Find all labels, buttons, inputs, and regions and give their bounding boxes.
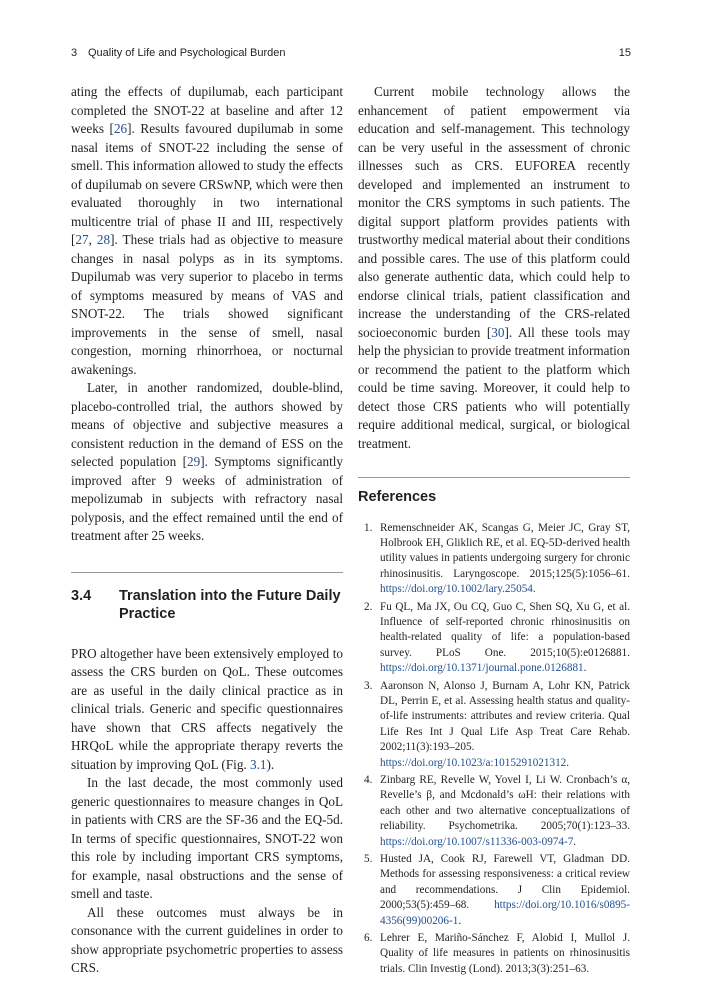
doi-link[interactable]: https://doi.org/10.1016/s0895-4356(99)00206-1	[380, 899, 630, 927]
right-column	[358, 83, 630, 979]
chapter-number: 3	[71, 47, 78, 59]
reference-item: 3. Aaronson N, Alonso J, Burnam A, Lohr KN, Patrick DL, Perrin E, et al. Assessing health status and quality-of-life instruments: attributes and review criteria. Qual Life Res Int J Qual Life Asp Treat Care Rehab. 2002;11(3):193–205. https://doi.org/10.1023/a:1015291021312.	[364, 679, 630, 769]
citation-link[interactable]: 26	[113, 121, 128, 136]
references-heading: References	[358, 477, 630, 507]
body-paragraph: Later, in another randomized, double-blind, placebo-controlled trial, the authors showed by means of objective and subjective measures a consistent reduction in the demand of ESS on the selected population [29]. Symptoms significantly improved after 9 weeks of administration of mepolizumab in subjects with refractory nasal polyposis, and the effect remained until the end of treatment after 25 weeks.	[71, 380, 343, 543]
section-number: 3.4	[71, 587, 92, 604]
reference-item: 6. Lehrer E, Mariño-Sánchez F, Alobid I, Mullol J. Quality of life measures in patients on rhinosinusitis trials. Clin Investig (Lond). 2013;3(3):251–63.	[364, 932, 630, 975]
body-paragraph: All these outcomes must always be in consonance with the current guidelines in order to show appropriate psychometric properties to assess CRS.	[71, 904, 343, 975]
reference-item: 2. Fu QL, Ma JX, Ou CQ, Guo C, Shen SQ, Xu G, et al. Influence of self-reported chronic rhinosinusitis on health-related quality of life: a population-based survey. PLoS One. 2015;10(5):e0126881. https://doi.org/10.1371/journal.pone.0126881.	[364, 600, 630, 675]
page-number: 15	[618, 47, 631, 59]
doi-link[interactable]: https://doi.org/10.1002/lary.25054	[380, 583, 533, 596]
figure-link[interactable]: 3.1	[250, 756, 267, 772]
section-heading	[71, 572, 343, 623]
running-header	[71, 47, 631, 65]
body-paragraph: In the last decade, the most commonly used generic questionnaires to measure changes in QoL in patients with CRS are the SF-36 and the EQ-5d. In terms of specific questionnaires, SNOT-22 won this role by including important CRS symptoms, for example, nasal obstructions and the sense of smell and taste.	[71, 775, 343, 901]
body-paragraph: ating the effects of dupilumab, each participant completed the SNOT-22 at baseline and after 12 weeks [26]. Results favoured dupilumab in some nasal items of SNOT-22 including the sense of smell. This information allowed to study the effects of dupilumab on severe CRSwNP, which were then evaluated thoroughly in two international multicentre trial of phase II and III, respectively [27, 28]. These trials had as objective to measure changes in nasal polyps as in its symptoms. Dupilumab was very superior to placebo in terms of symptoms measured by means of VAS and SNOT-22. The trials showed significant improvements in the sense of smell, nasal congestion, morning rhinorrhoea, or nocturnal awakenings.	[71, 84, 344, 377]
body-paragraph: PRO altogether have been extensively employed to assess the CRS burden on QoL. These outcomes are as useful in the daily clinical practice as in clinical trials. Generic and specific questionnaires have shown that CRS affects negatively the HRQoL while the appropriate therapy reverts the situation by improving QoL (Fig. 3.1).	[71, 645, 343, 772]
citation-link[interactable]: 27	[75, 232, 89, 247]
reference-item: 5. Husted JA, Cook RJ, Farewell VT, Gladman DD. Methods for assessing responsiveness: a critical review and recommendations. J Clin Epidemiol. 2000;53(5):459–68. https://doi.org/10.1016/s0895-4356(99)00206-1.	[364, 853, 630, 927]
body-paragraph: Current mobile technology allows the enhancement of patient empowerment via education and self-management. This technology can be very useful in the assessment of chronic illnesses such as CRS. EUFOREA recently developed and implemented an instrument to monitor the CRS symptoms in such patients. The digital support platform provides patients with trustworthy medical material about their conditions and possible cares. The use of this platform could also generate authentic data, which could help to endorse clinical trials, patient classification and increase the understanding of the CRS-related socioeconomic burden [30]. All these tools may help the physician to provide treatment information or recommend the patient to the platform which could be time saving. Moreover, it could help to detect those CRS patients who will potentially require additional medical, surgical, or biological treatment.	[358, 84, 630, 451]
reference-item: 4. Zinbarg RE, Revelle W, Yovel I, Li W. Cronbach’s α, Revelle’s β, and Mcdonald’s ωH: their relations with each other and two alternative conceptualizations of reliability. Psychometrika. 2005;70(1):123–33. https://doi.org/10.1007/s11336-003-0974-7.	[364, 774, 630, 848]
doi-link[interactable]: https://doi.org/10.1023/a:1015291021312	[380, 756, 567, 769]
doi-link[interactable]: https://doi.org/10.1007/s11336-003-0974-7	[380, 835, 574, 848]
citation-link[interactable]: 30	[491, 324, 505, 340]
reference-list	[358, 521, 630, 978]
left-column	[71, 83, 343, 978]
section-title: Translation into the Future Daily Practice	[119, 587, 341, 622]
citation-link[interactable]: 29	[187, 454, 201, 469]
chapter-title: Quality of Life and Psychological Burden	[88, 47, 286, 59]
citation-link[interactable]: 28	[96, 232, 111, 247]
reference-item: 1. Remenschneider AK, Scangas G, Meier JC, Gray ST, Holbrook EH, Gliklich RE, et al. EQ-5D-derived health utility values in patients undergoing surgery for chronic rhinosinusitis. Laryngoscope. 2015;125(5):1056–61. https://doi.org/10.1002/lary.25054.	[364, 521, 630, 596]
doi-link[interactable]: https://doi.org/10.1371/journal.pone.0126881	[380, 662, 584, 675]
